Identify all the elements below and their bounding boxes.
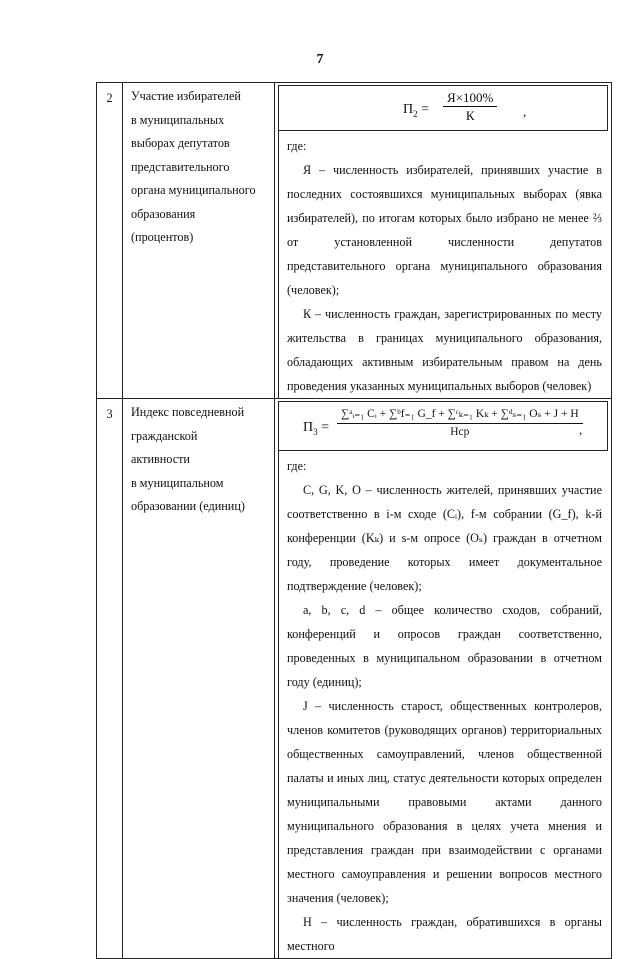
formula-fraction [337,406,583,441]
indicator-name [123,83,275,399]
formula-lhs: $П_3$ = [303,420,330,437]
variable-definition: Я – численность избирателей, принявших участие в последних состоявшихся муниципальных выборах (явка избирателей), по итогам которых было избрано не менее ⅔ от установленной численности депутатов представительного органа муниципального образования (человек); [287,163,602,297]
formula-box [278,85,608,131]
formula-fraction [443,89,497,124]
formula-description [278,451,608,958]
page-number: 7 [316,52,324,67]
where-label: где: [287,139,307,153]
variable-definition: Н – численность граждан, обратившихся в органы местного [287,915,602,953]
name-line: представительного [131,159,230,174]
name-line: органа муниципального [131,183,256,197]
row-number: 2 [97,83,123,399]
row-number: 3 [97,399,123,959]
name-line: активности [131,452,190,466]
name-line: в муниципальных [131,112,225,127]
name-line: (процентов) [131,230,194,244]
indicator-name [123,399,275,959]
indicator-method [275,399,612,959]
formula-denominator: Нср [450,426,470,438]
formula-trail: , [523,104,527,119]
table-row [97,83,612,399]
formula-description [278,131,608,398]
name-line: Индекс повседневной [131,405,245,419]
formula-numerator: Я×100% [443,89,497,107]
table-row [97,399,612,959]
name-line: в муниципальном [131,475,224,490]
formula-numerator: ∑ᵃᵢ₌₁ Cᵢ + ∑ᵇf₌₁ G_f + ∑ᶜₖ₌₁ Kₖ + ∑ᵈₛ₌₁ Oₛ + J + H [337,406,583,424]
indicator-method [275,83,612,399]
name-line: выборах депутатов [131,136,230,150]
formula-denominator: К [465,108,475,123]
variable-definition: a, b, c, d – общее количество сходов, собраний, конференций и опросов граждан соответственно, проведенных в муниципальном образовании в отчетном году (единиц); [287,603,602,689]
variable-definition: J – численность старост, общественных контролеров, членов комитетов (руководящих органов) территориальных общественных самоуправлений, членов общественной палаты и иных лиц, статус деятельности которых определен муниципальными правовыми актами данного муниципального образования в целях учета мнения и представления граждан при взаимодействии с органами местного самоуправления и решении вопросов местного значения (человек); [287,699,602,905]
formula-lhs: $П_2$ = [403,102,430,119]
formula-box [278,401,608,451]
indicators-table [96,82,612,959]
formula-trail: , [579,422,583,437]
name-line: гражданской [131,428,198,443]
where-label: где: [287,459,307,473]
variable-definition: C, G, K, O – численность жителей, принявших участие соответственно в i-м сходе (Cᵢ), f-м собрании (G_f), k-й конференции (Kₖ) и s-м опросе (Oₛ) граждан в отчетном году, проведение которых имеет документальное подтверждение (человек); [287,483,602,593]
name-line: Участие избирателей [131,89,241,103]
name-line: образовании (единиц) [131,499,245,513]
variable-definition: К – численность граждан, зарегистрированных по месту жительства в границах муниципального образования, обладающих активным избирательным правом на день проведения указанных муниципальных выборов (человек) [287,307,602,393]
name-line: образования [131,206,196,221]
